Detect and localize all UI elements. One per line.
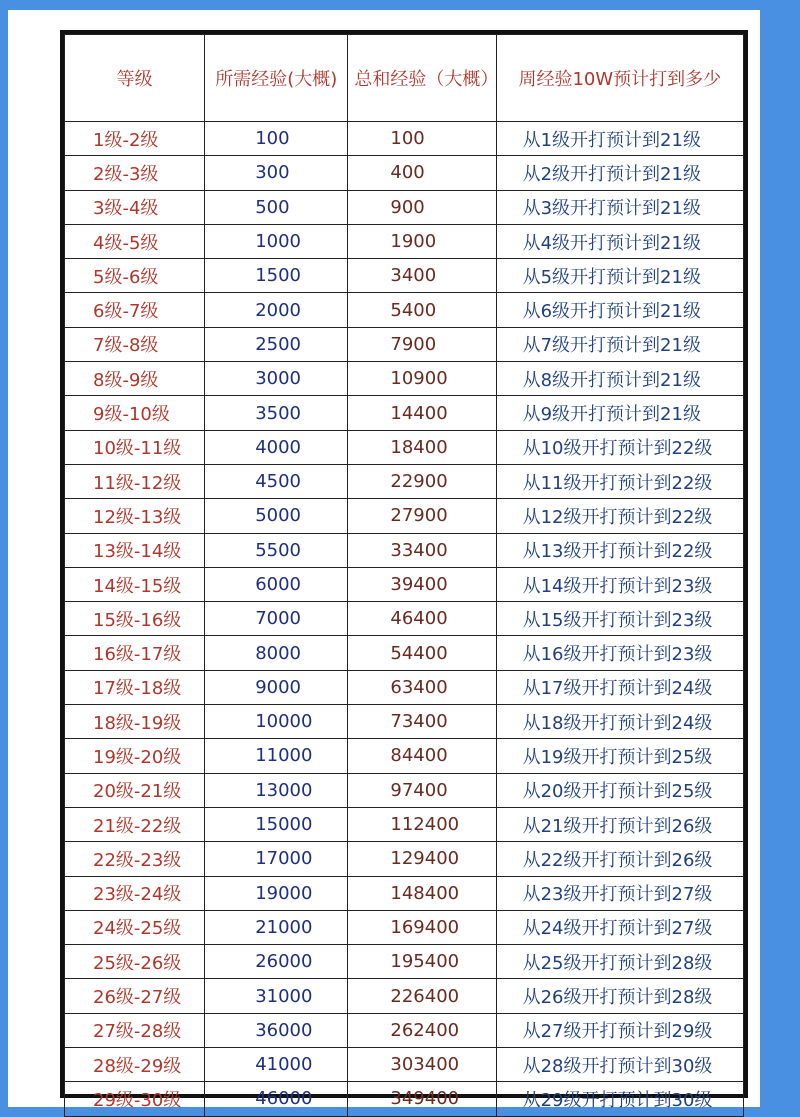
cell-total-exp: 27900 <box>348 499 496 533</box>
cell-weekly-estimate: 从2级开打预计到21级 <box>496 156 743 190</box>
table-row <box>65 190 744 224</box>
cell-level: 19级-20级 <box>65 739 205 773</box>
cell-required-exp: 9000 <box>205 670 348 704</box>
table-row <box>65 499 744 533</box>
cell-level: 10级-11级 <box>65 430 205 464</box>
header-total-exp: 总和经验（大概） <box>348 35 496 122</box>
cell-required-exp: 13000 <box>205 773 348 807</box>
cell-required-exp: 26000 <box>205 945 348 979</box>
cell-total-exp: 10900 <box>348 362 496 396</box>
cell-total-exp: 129400 <box>348 842 496 876</box>
cell-required-exp: 46000 <box>205 1082 348 1116</box>
cell-required-exp: 3500 <box>205 396 348 430</box>
cell-weekly-estimate: 从12级开打预计到22级 <box>496 499 743 533</box>
cell-weekly-estimate: 从28级开打预计到30级 <box>496 1048 743 1082</box>
table-row <box>65 842 744 876</box>
cell-total-exp: 39400 <box>348 567 496 601</box>
cell-level: 3级-4级 <box>65 190 205 224</box>
cell-level: 1级-2级 <box>65 122 205 156</box>
table-row <box>65 293 744 327</box>
table-row <box>65 945 744 979</box>
table-row <box>65 259 744 293</box>
cell-weekly-estimate: 从17级开打预计到24级 <box>496 670 743 704</box>
cell-level: 24级-25级 <box>65 910 205 944</box>
cell-total-exp: 46400 <box>348 602 496 636</box>
cell-required-exp: 7000 <box>205 602 348 636</box>
table-row <box>65 533 744 567</box>
cell-required-exp: 3000 <box>205 362 348 396</box>
cell-level: 21级-22级 <box>65 807 205 841</box>
cell-weekly-estimate: 从25级开打预计到28级 <box>496 945 743 979</box>
cell-level: 5级-6级 <box>65 259 205 293</box>
table-row <box>65 1013 744 1047</box>
cell-level: 14级-15级 <box>65 567 205 601</box>
cell-level: 22级-23级 <box>65 842 205 876</box>
cell-level: 23级-24级 <box>65 876 205 910</box>
cell-required-exp: 15000 <box>205 807 348 841</box>
header-weekly-estimate: 周经验10W预计打到多少 <box>496 35 743 122</box>
cell-weekly-estimate: 从29级开打预计到30级 <box>496 1082 743 1116</box>
table-header-row <box>65 35 744 122</box>
cell-weekly-estimate: 从6级开打预计到21级 <box>496 293 743 327</box>
cell-level: 17级-18级 <box>65 670 205 704</box>
cell-total-exp: 169400 <box>348 910 496 944</box>
cell-required-exp: 2000 <box>205 293 348 327</box>
cell-level: 11级-12级 <box>65 464 205 498</box>
cell-total-exp: 73400 <box>348 705 496 739</box>
cell-required-exp: 8000 <box>205 636 348 670</box>
cell-level: 25级-26级 <box>65 945 205 979</box>
table-row <box>65 156 744 190</box>
table-row <box>65 876 744 910</box>
cell-level: 2级-3级 <box>65 156 205 190</box>
cell-required-exp: 300 <box>205 156 348 190</box>
cell-required-exp: 1500 <box>205 259 348 293</box>
cell-level: 8级-9级 <box>65 362 205 396</box>
header-required-exp: 所需经验(大概) <box>205 35 348 122</box>
cell-required-exp: 31000 <box>205 979 348 1013</box>
cell-required-exp: 2500 <box>205 327 348 361</box>
cell-required-exp: 4500 <box>205 464 348 498</box>
cell-total-exp: 349400 <box>348 1082 496 1116</box>
cell-required-exp: 6000 <box>205 567 348 601</box>
experience-table-frame <box>60 30 748 1111</box>
cell-weekly-estimate: 从24级开打预计到27级 <box>496 910 743 944</box>
cell-weekly-estimate: 从8级开打预计到21级 <box>496 362 743 396</box>
cell-weekly-estimate: 从10级开打预计到22级 <box>496 430 743 464</box>
cell-level: 4级-5级 <box>65 224 205 258</box>
cell-total-exp: 84400 <box>348 739 496 773</box>
cell-level: 18级-19级 <box>65 705 205 739</box>
cell-total-exp: 303400 <box>348 1048 496 1082</box>
cell-required-exp: 21000 <box>205 910 348 944</box>
cell-total-exp: 7900 <box>348 327 496 361</box>
cell-weekly-estimate: 从4级开打预计到21级 <box>496 224 743 258</box>
table-row <box>65 773 744 807</box>
table-row <box>65 122 744 156</box>
cell-weekly-estimate: 从9级开打预计到21级 <box>496 396 743 430</box>
cell-weekly-estimate: 从3级开打预计到21级 <box>496 190 743 224</box>
cell-total-exp: 14400 <box>348 396 496 430</box>
cell-total-exp: 3400 <box>348 259 496 293</box>
cell-level: 16级-17级 <box>65 636 205 670</box>
cell-required-exp: 19000 <box>205 876 348 910</box>
table-row <box>65 1048 744 1082</box>
cell-required-exp: 17000 <box>205 842 348 876</box>
cell-total-exp: 400 <box>348 156 496 190</box>
cell-total-exp: 112400 <box>348 807 496 841</box>
cell-weekly-estimate: 从22级开打预计到26级 <box>496 842 743 876</box>
cell-level: 7级-8级 <box>65 327 205 361</box>
cell-level: 6级-7级 <box>65 293 205 327</box>
table-row <box>65 464 744 498</box>
cell-total-exp: 148400 <box>348 876 496 910</box>
cell-level: 13级-14级 <box>65 533 205 567</box>
cell-total-exp: 22900 <box>348 464 496 498</box>
cell-required-exp: 100 <box>205 122 348 156</box>
cell-level: 29级-30级 <box>65 1082 205 1116</box>
cell-total-exp: 18400 <box>348 430 496 464</box>
cell-weekly-estimate: 从19级开打预计到25级 <box>496 739 743 773</box>
cell-weekly-estimate: 从23级开打预计到27级 <box>496 876 743 910</box>
cell-weekly-estimate: 从1级开打预计到21级 <box>496 122 743 156</box>
cell-required-exp: 5000 <box>205 499 348 533</box>
cell-required-exp: 500 <box>205 190 348 224</box>
cell-total-exp: 226400 <box>348 979 496 1013</box>
cell-weekly-estimate: 从27级开打预计到29级 <box>496 1013 743 1047</box>
cell-total-exp: 195400 <box>348 945 496 979</box>
table-row <box>65 602 744 636</box>
cell-required-exp: 4000 <box>205 430 348 464</box>
cell-level: 9级-10级 <box>65 396 205 430</box>
header-level: 等级 <box>65 35 205 122</box>
table-row <box>65 1082 744 1116</box>
table-row <box>65 670 744 704</box>
cell-total-exp: 1900 <box>348 224 496 258</box>
cell-total-exp: 33400 <box>348 533 496 567</box>
cell-weekly-estimate: 从7级开打预计到21级 <box>496 327 743 361</box>
cell-weekly-estimate: 从5级开打预计到21级 <box>496 259 743 293</box>
cell-required-exp: 1000 <box>205 224 348 258</box>
cell-weekly-estimate: 从18级开打预计到24级 <box>496 705 743 739</box>
cell-weekly-estimate: 从14级开打预计到23级 <box>496 567 743 601</box>
table-row <box>65 567 744 601</box>
cell-level: 28级-29级 <box>65 1048 205 1082</box>
experience-table <box>64 34 744 1117</box>
table-row <box>65 224 744 258</box>
table-row <box>65 636 744 670</box>
table-row <box>65 979 744 1013</box>
cell-weekly-estimate: 从20级开打预计到25级 <box>496 773 743 807</box>
table-row <box>65 705 744 739</box>
cell-required-exp: 10000 <box>205 705 348 739</box>
cell-total-exp: 900 <box>348 190 496 224</box>
cell-weekly-estimate: 从11级开打预计到22级 <box>496 464 743 498</box>
cell-weekly-estimate: 从21级开打预计到26级 <box>496 807 743 841</box>
cell-total-exp: 97400 <box>348 773 496 807</box>
cell-total-exp: 262400 <box>348 1013 496 1047</box>
document-page <box>8 10 760 1111</box>
cell-level: 27级-28级 <box>65 1013 205 1047</box>
cell-required-exp: 5500 <box>205 533 348 567</box>
cell-level: 12级-13级 <box>65 499 205 533</box>
table-row <box>65 362 744 396</box>
cell-required-exp: 36000 <box>205 1013 348 1047</box>
cell-total-exp: 5400 <box>348 293 496 327</box>
table-row <box>65 739 744 773</box>
table-row <box>65 396 744 430</box>
cell-level: 15级-16级 <box>65 602 205 636</box>
cell-weekly-estimate: 从16级开打预计到23级 <box>496 636 743 670</box>
table-row <box>65 327 744 361</box>
table-row <box>65 430 744 464</box>
cell-level: 26级-27级 <box>65 979 205 1013</box>
cell-level: 20级-21级 <box>65 773 205 807</box>
cell-weekly-estimate: 从26级开打预计到28级 <box>496 979 743 1013</box>
table-row <box>65 910 744 944</box>
table-row <box>65 807 744 841</box>
cell-required-exp: 41000 <box>205 1048 348 1082</box>
cell-total-exp: 100 <box>348 122 496 156</box>
cell-weekly-estimate: 从13级开打预计到22级 <box>496 533 743 567</box>
table-body <box>65 122 744 1117</box>
cell-weekly-estimate: 从15级开打预计到23级 <box>496 602 743 636</box>
cell-required-exp: 11000 <box>205 739 348 773</box>
cell-total-exp: 54400 <box>348 636 496 670</box>
cell-total-exp: 63400 <box>348 670 496 704</box>
